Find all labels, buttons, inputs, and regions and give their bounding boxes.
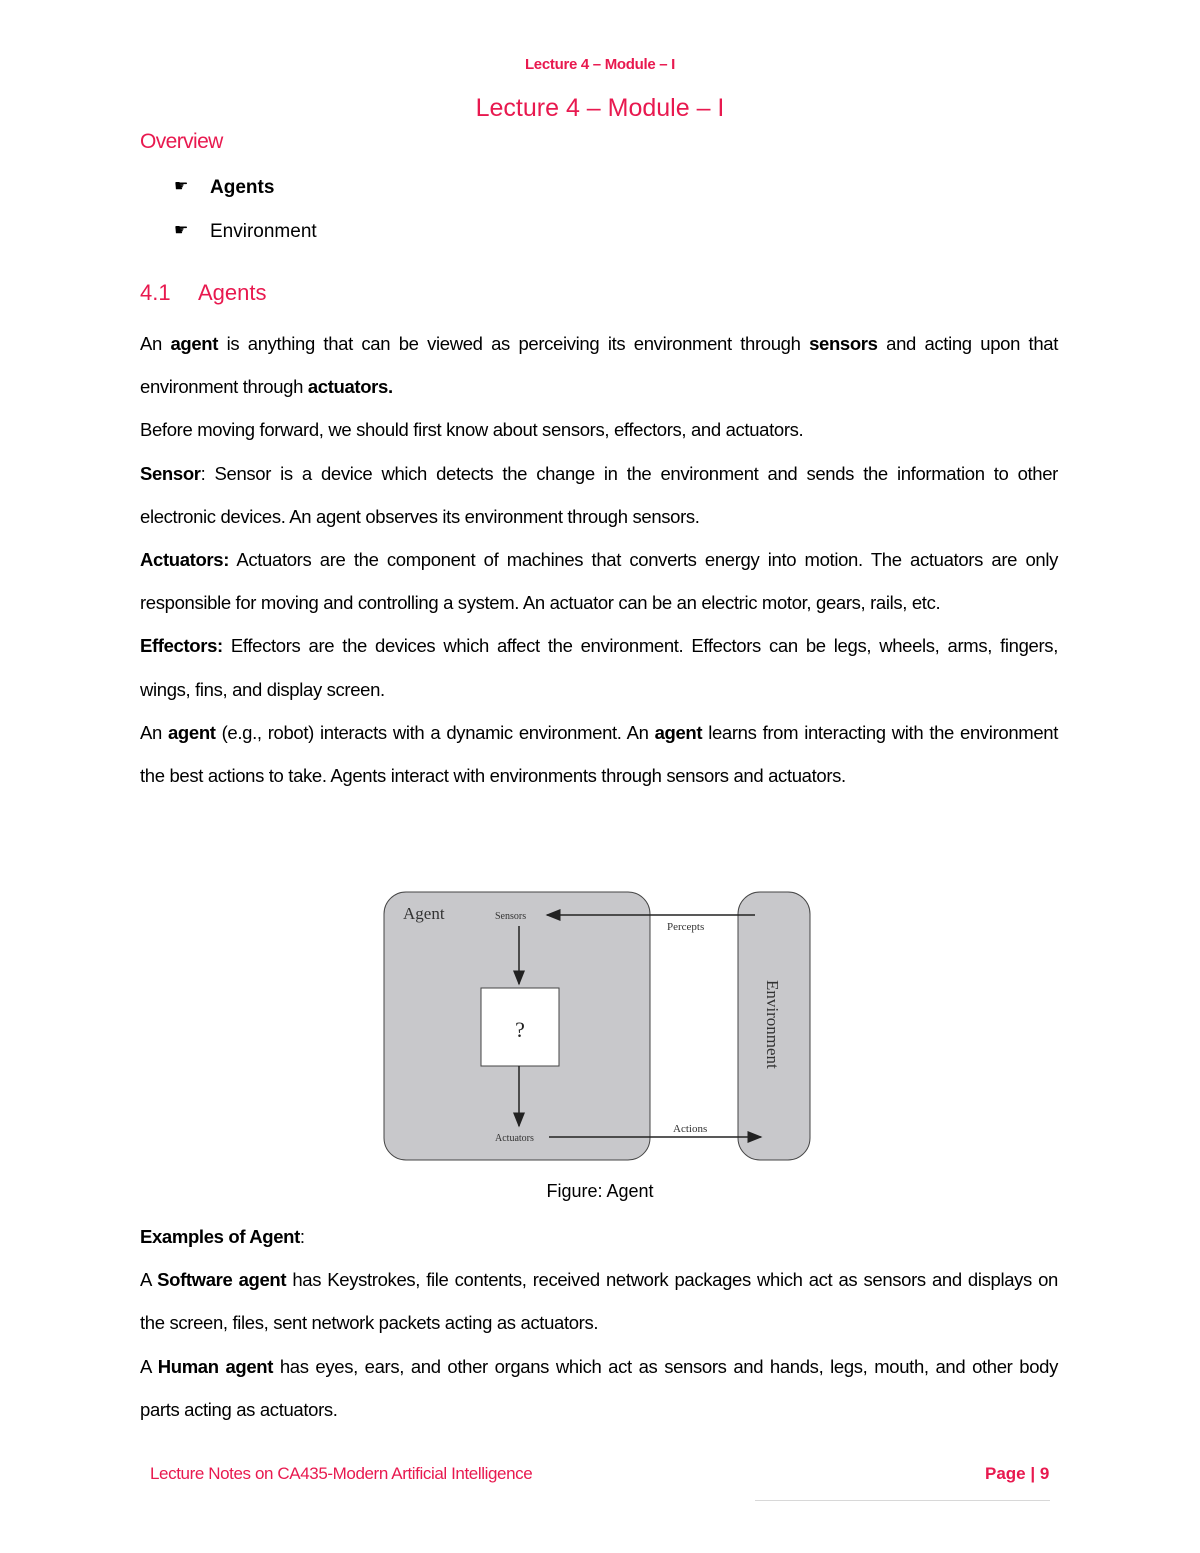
paragraph-agent-interaction: An agent (e.g., robot) interacts with a dynamic environment. An agent learns from interacting with the environment the best actions to take. Agents interact with environments through sensors and actuators. [140,721,1058,787]
percepts-label: Percepts [667,921,705,933]
examples-text [140,1215,1058,1431]
list-item-label: Environment [210,221,317,242]
paragraph-agent-definition: An agent is anything that can be viewed as perceiving its environment through sensors and acting upon that environment through actuators. [140,333,1058,398]
footer-divider [755,1500,1050,1501]
agent-label: Agent [403,904,445,923]
paragraph-actuators: Actuators: Actuators are the component of machines that converts energy into motion. The actuators are only responsible for moving and controlling a system. An actuator can be an electric motor, gears, rails, etc. [140,549,1058,614]
actions-label: Actions [673,1123,708,1135]
paragraph-software-agent: A Software agent has Keystrokes, file contents, received network packages which act as sensors and displays on the screen, files, sent network packets acting as actuators. [140,1269,1058,1334]
list-item-label: Agents [210,177,275,198]
overview-heading: Overview [140,130,223,153]
section-title: Agents [198,280,267,305]
figure-caption: Figure: Agent [546,1181,654,1201]
body-text [140,322,1058,797]
paragraph-effectors: Effectors: Effectors are the devices which affect the environment. Effectors can be legs, wheels, arms, fingers, wings, fins, and display screen. [140,635,1058,700]
pointing-hand-icon: ☛ [174,222,189,239]
list-item [174,218,317,262]
section-heading [140,280,267,306]
agent-figure [383,888,813,1166]
paragraph-sensor: Sensor: Sensor is a device which detects the change in the environment and sends the information to other electronic devices. An agent observes its environment through sensors. [140,462,1058,527]
footer-course-title: Lecture Notes on CA435-Modern Artificial Intelligence [150,1464,533,1483]
page-title: Lecture 4 – Module – I [475,94,725,122]
footer-page-number: Page | 9 [985,1464,1050,1483]
pointing-hand-icon: ☛ [174,178,189,195]
agent-diagram [383,888,813,1166]
examples-heading: Examples of Agent: [140,1226,305,1247]
overview-list [174,174,317,262]
section-number: 4.1 [140,280,171,305]
question-mark: ? [515,1017,525,1042]
sensors-label: Sensors [495,911,527,922]
list-item [174,174,317,218]
paragraph-intro: Before moving forward, we should first know about sensors, effectors, and actuators. [140,419,804,441]
actuators-label: Actuators [495,1133,534,1144]
paragraph-human-agent: A Human agent has eyes, ears, and other organs which act as sensors and hands, legs, mouth, and other body parts acting as actuators. [140,1355,1058,1420]
environment-label: Environment [763,980,782,1069]
running-header: Lecture 4 – Module – I [524,56,676,73]
